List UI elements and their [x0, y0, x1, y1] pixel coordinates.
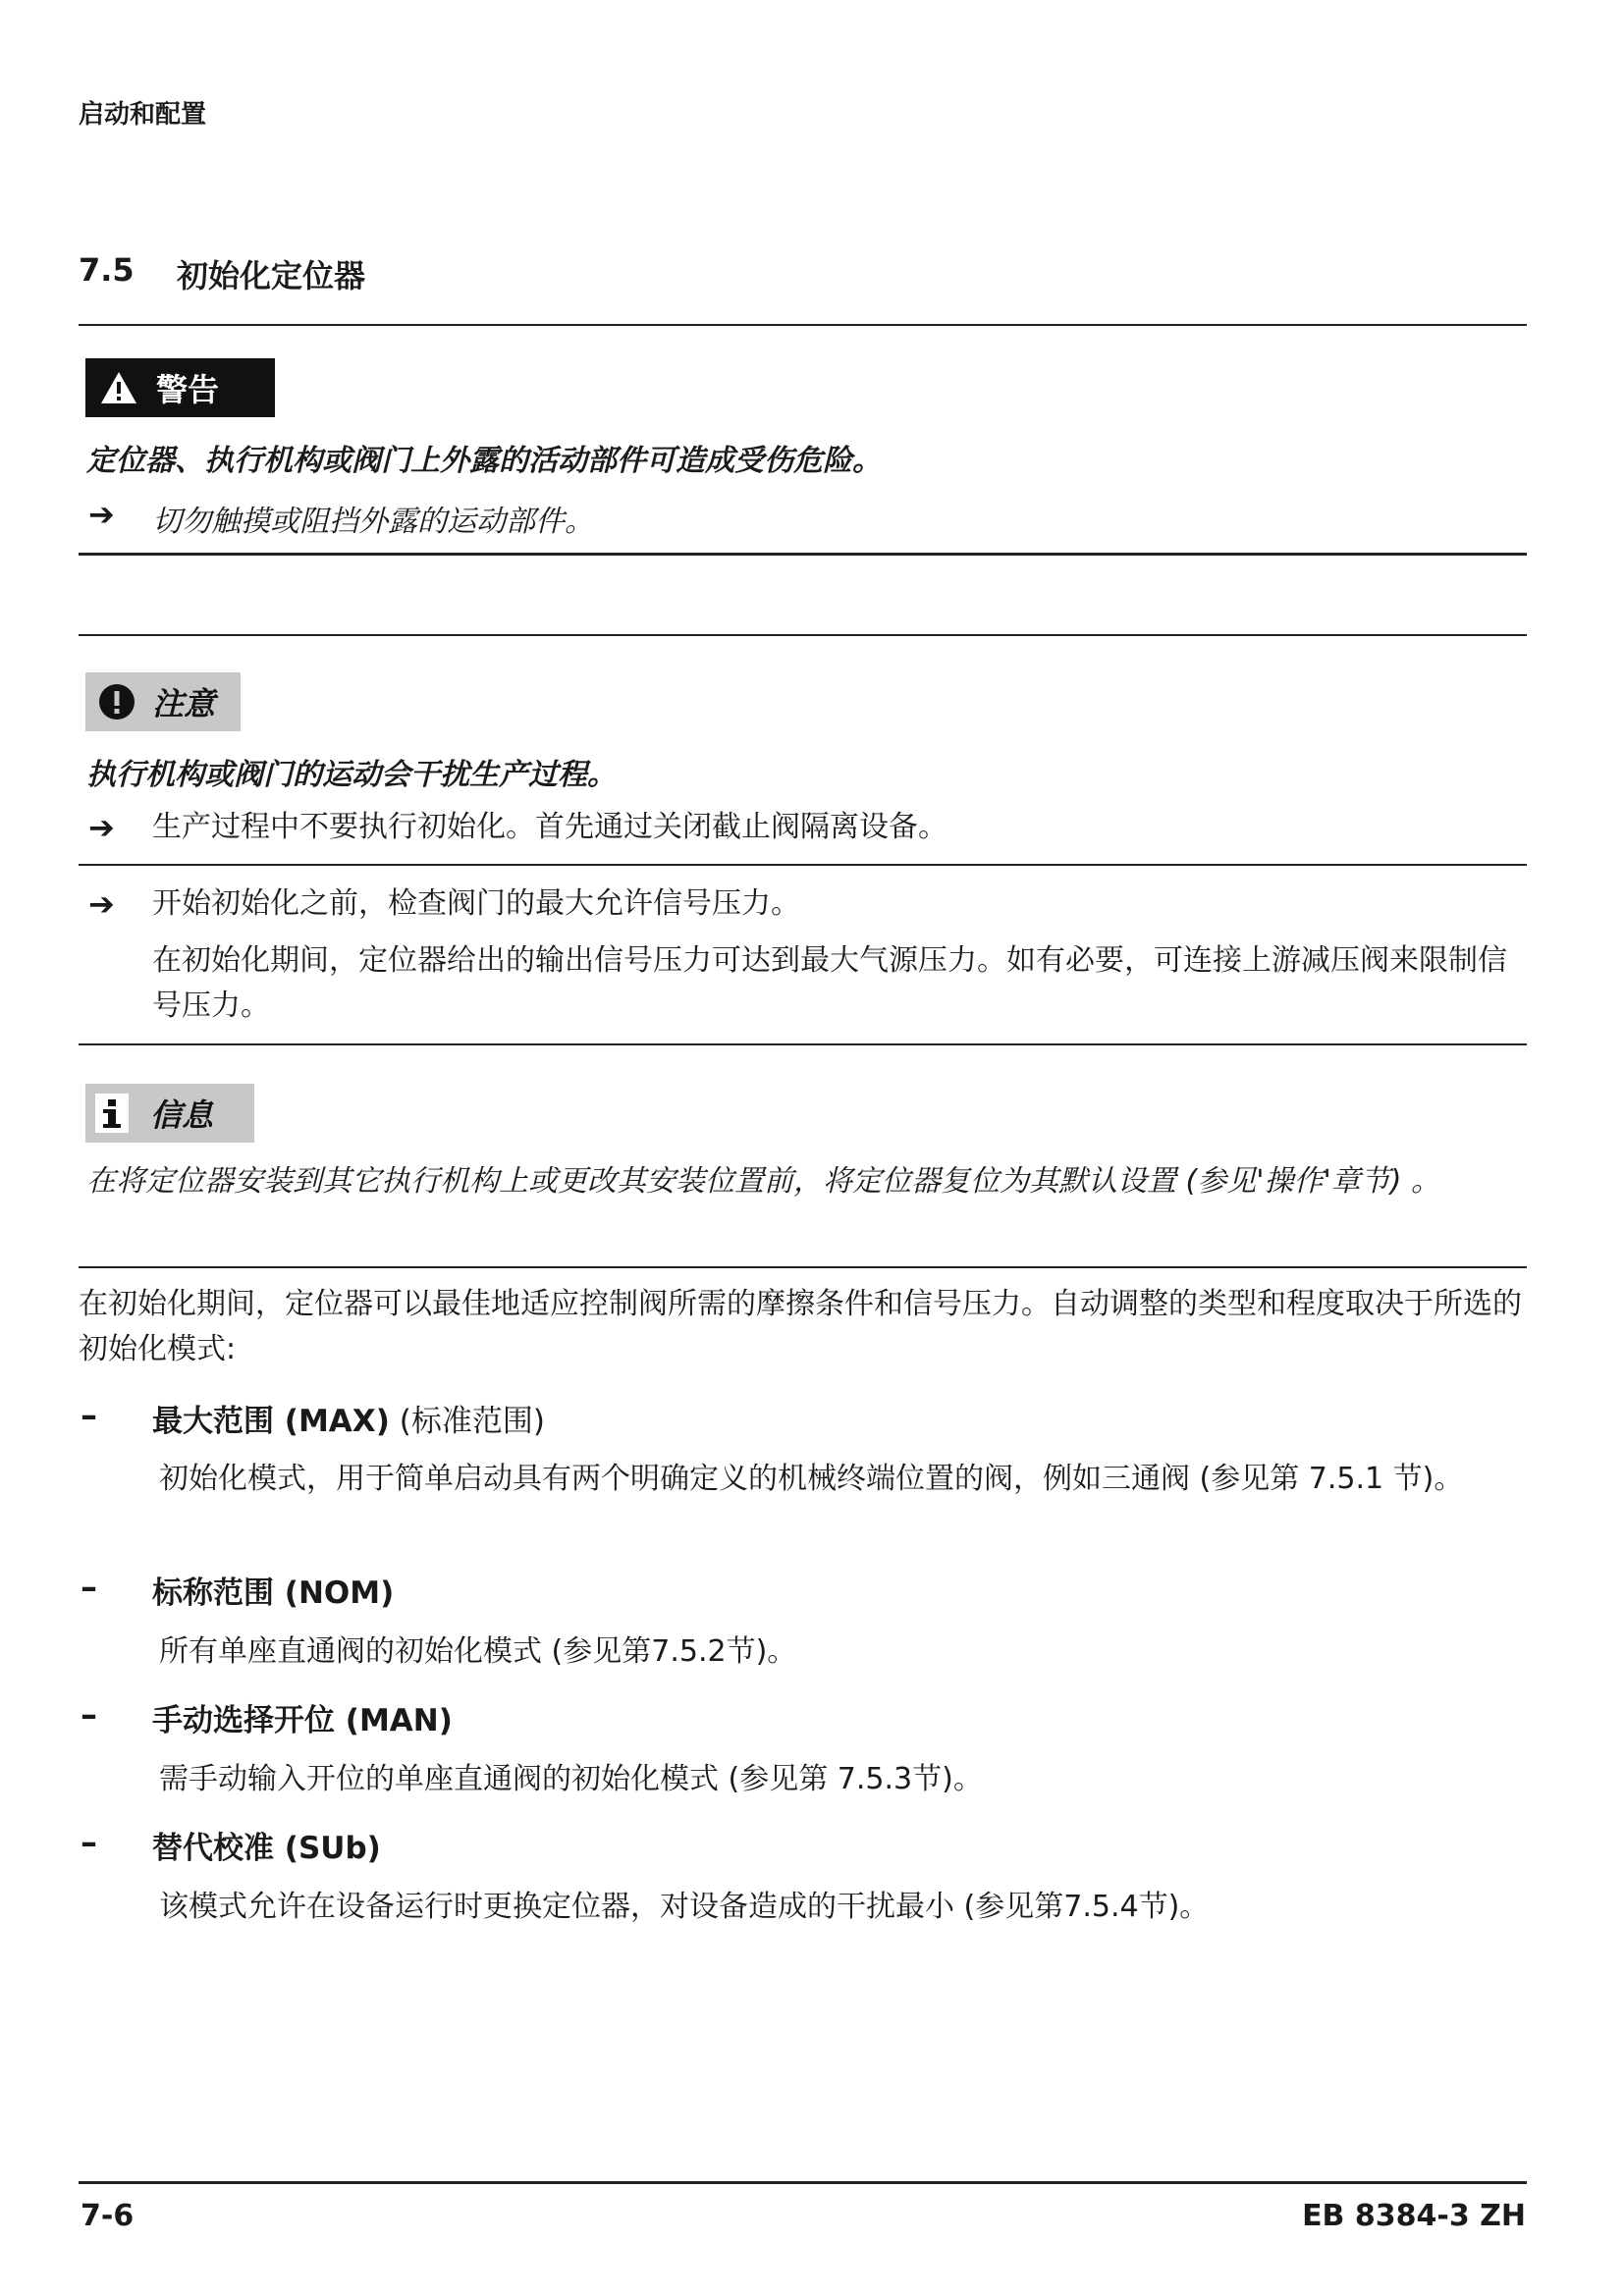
mode-description: 所有单座直通阀的初始化模式 (参见第7.5.2节)。: [159, 1634, 797, 1669]
notice-label: 注意: [152, 685, 216, 722]
list-bullet: –: [81, 1823, 97, 1862]
warning-headline: 定位器、执行机构或阀门上外露的活动部件可造成受伤危险。: [86, 444, 882, 478]
intro-paragraph: 在初始化期间，定位器可以最佳地适应控制阀所需的摩擦条件和信号压力。自动调整的类型和程度取决于所选的初始化模式:: [79, 1287, 1522, 1366]
warning-triangle-icon: [99, 370, 138, 405]
mode-name: 标称范围 (NOM): [152, 1575, 395, 1611]
section-number: 7.5: [79, 251, 135, 289]
mode-description: 该模式允许在设备运行时更换定位器，对设备造成的干扰最小 (参见第7.5.4节)。: [159, 1890, 1210, 1924]
mode-name: 替代校准 (SUb): [152, 1831, 381, 1866]
arrow-right-icon: ➔: [88, 809, 115, 846]
document-code: EB 8384-3 ZH: [1302, 2199, 1526, 2233]
mode-name: 最大范围 (MAX): [152, 1404, 390, 1439]
warning-badge: [85, 358, 275, 417]
divider: [79, 1043, 1527, 1045]
divider: [79, 634, 1527, 636]
list-bullet: –: [81, 1568, 97, 1607]
notice-instruction: 生产过程中不要执行初始化。首先通过关闭截止阀隔离设备。: [152, 810, 947, 844]
divider: [79, 324, 1527, 326]
info-badge: [85, 1084, 254, 1143]
notice-detail: 在初始化期间，定位器给出的输出信号压力可达到最大气源压力。如有必要，可连接上游减压阀来限制信号压力。: [152, 943, 1507, 1023]
mode-title: [152, 1396, 545, 1440]
mode-title: [152, 1695, 453, 1739]
chapter-header: 启动和配置: [79, 100, 207, 130]
exclamation-icon: [97, 682, 136, 721]
info-label: 信息: [150, 1096, 214, 1134]
divider: [79, 864, 1527, 866]
page-number: 7-6: [81, 2199, 135, 2233]
notice-instruction: 开始初始化之前，检查阀门的最大允许信号压力。: [152, 886, 800, 921]
notice-headline: 执行机构或阀门的运动会干扰生产过程。: [86, 758, 617, 792]
mode-note: (标准范围): [389, 1404, 545, 1439]
list-bullet: –: [81, 1695, 97, 1735]
mode-description: 需手动输入开位的单座直通阀的初始化模式 (参见第 7.5.3节)。: [159, 1762, 983, 1796]
arrow-right-icon: ➔: [88, 496, 115, 533]
info-text: 在将定位器安装到其它执行机构上或更改其安装位置前，将定位器复位为其默认设置 (参见'操作'章节) 。: [86, 1164, 1440, 1199]
divider: [79, 1266, 1527, 1268]
footer-divider: [79, 2181, 1527, 2184]
arrow-right-icon: ➔: [88, 885, 115, 923]
divider: [79, 553, 1527, 556]
notice-badge: [85, 672, 241, 731]
mode-title: [152, 1568, 394, 1612]
mode-title: [152, 1823, 381, 1867]
section-title: 初始化定位器: [177, 257, 366, 294]
info-icon: [95, 1094, 129, 1133]
warning-instruction: 切勿触摸或阻挡外露的运动部件。: [152, 505, 594, 539]
mode-description: 初始化模式，用于简单启动具有两个明确定义的机械终端位置的阀，例如三通阀 (参见第 7.5.1 节)。: [159, 1462, 1464, 1496]
warning-label: 警告: [156, 371, 220, 408]
list-bullet: –: [81, 1396, 97, 1435]
mode-name: 手动选择开位 (MAN): [152, 1703, 453, 1738]
